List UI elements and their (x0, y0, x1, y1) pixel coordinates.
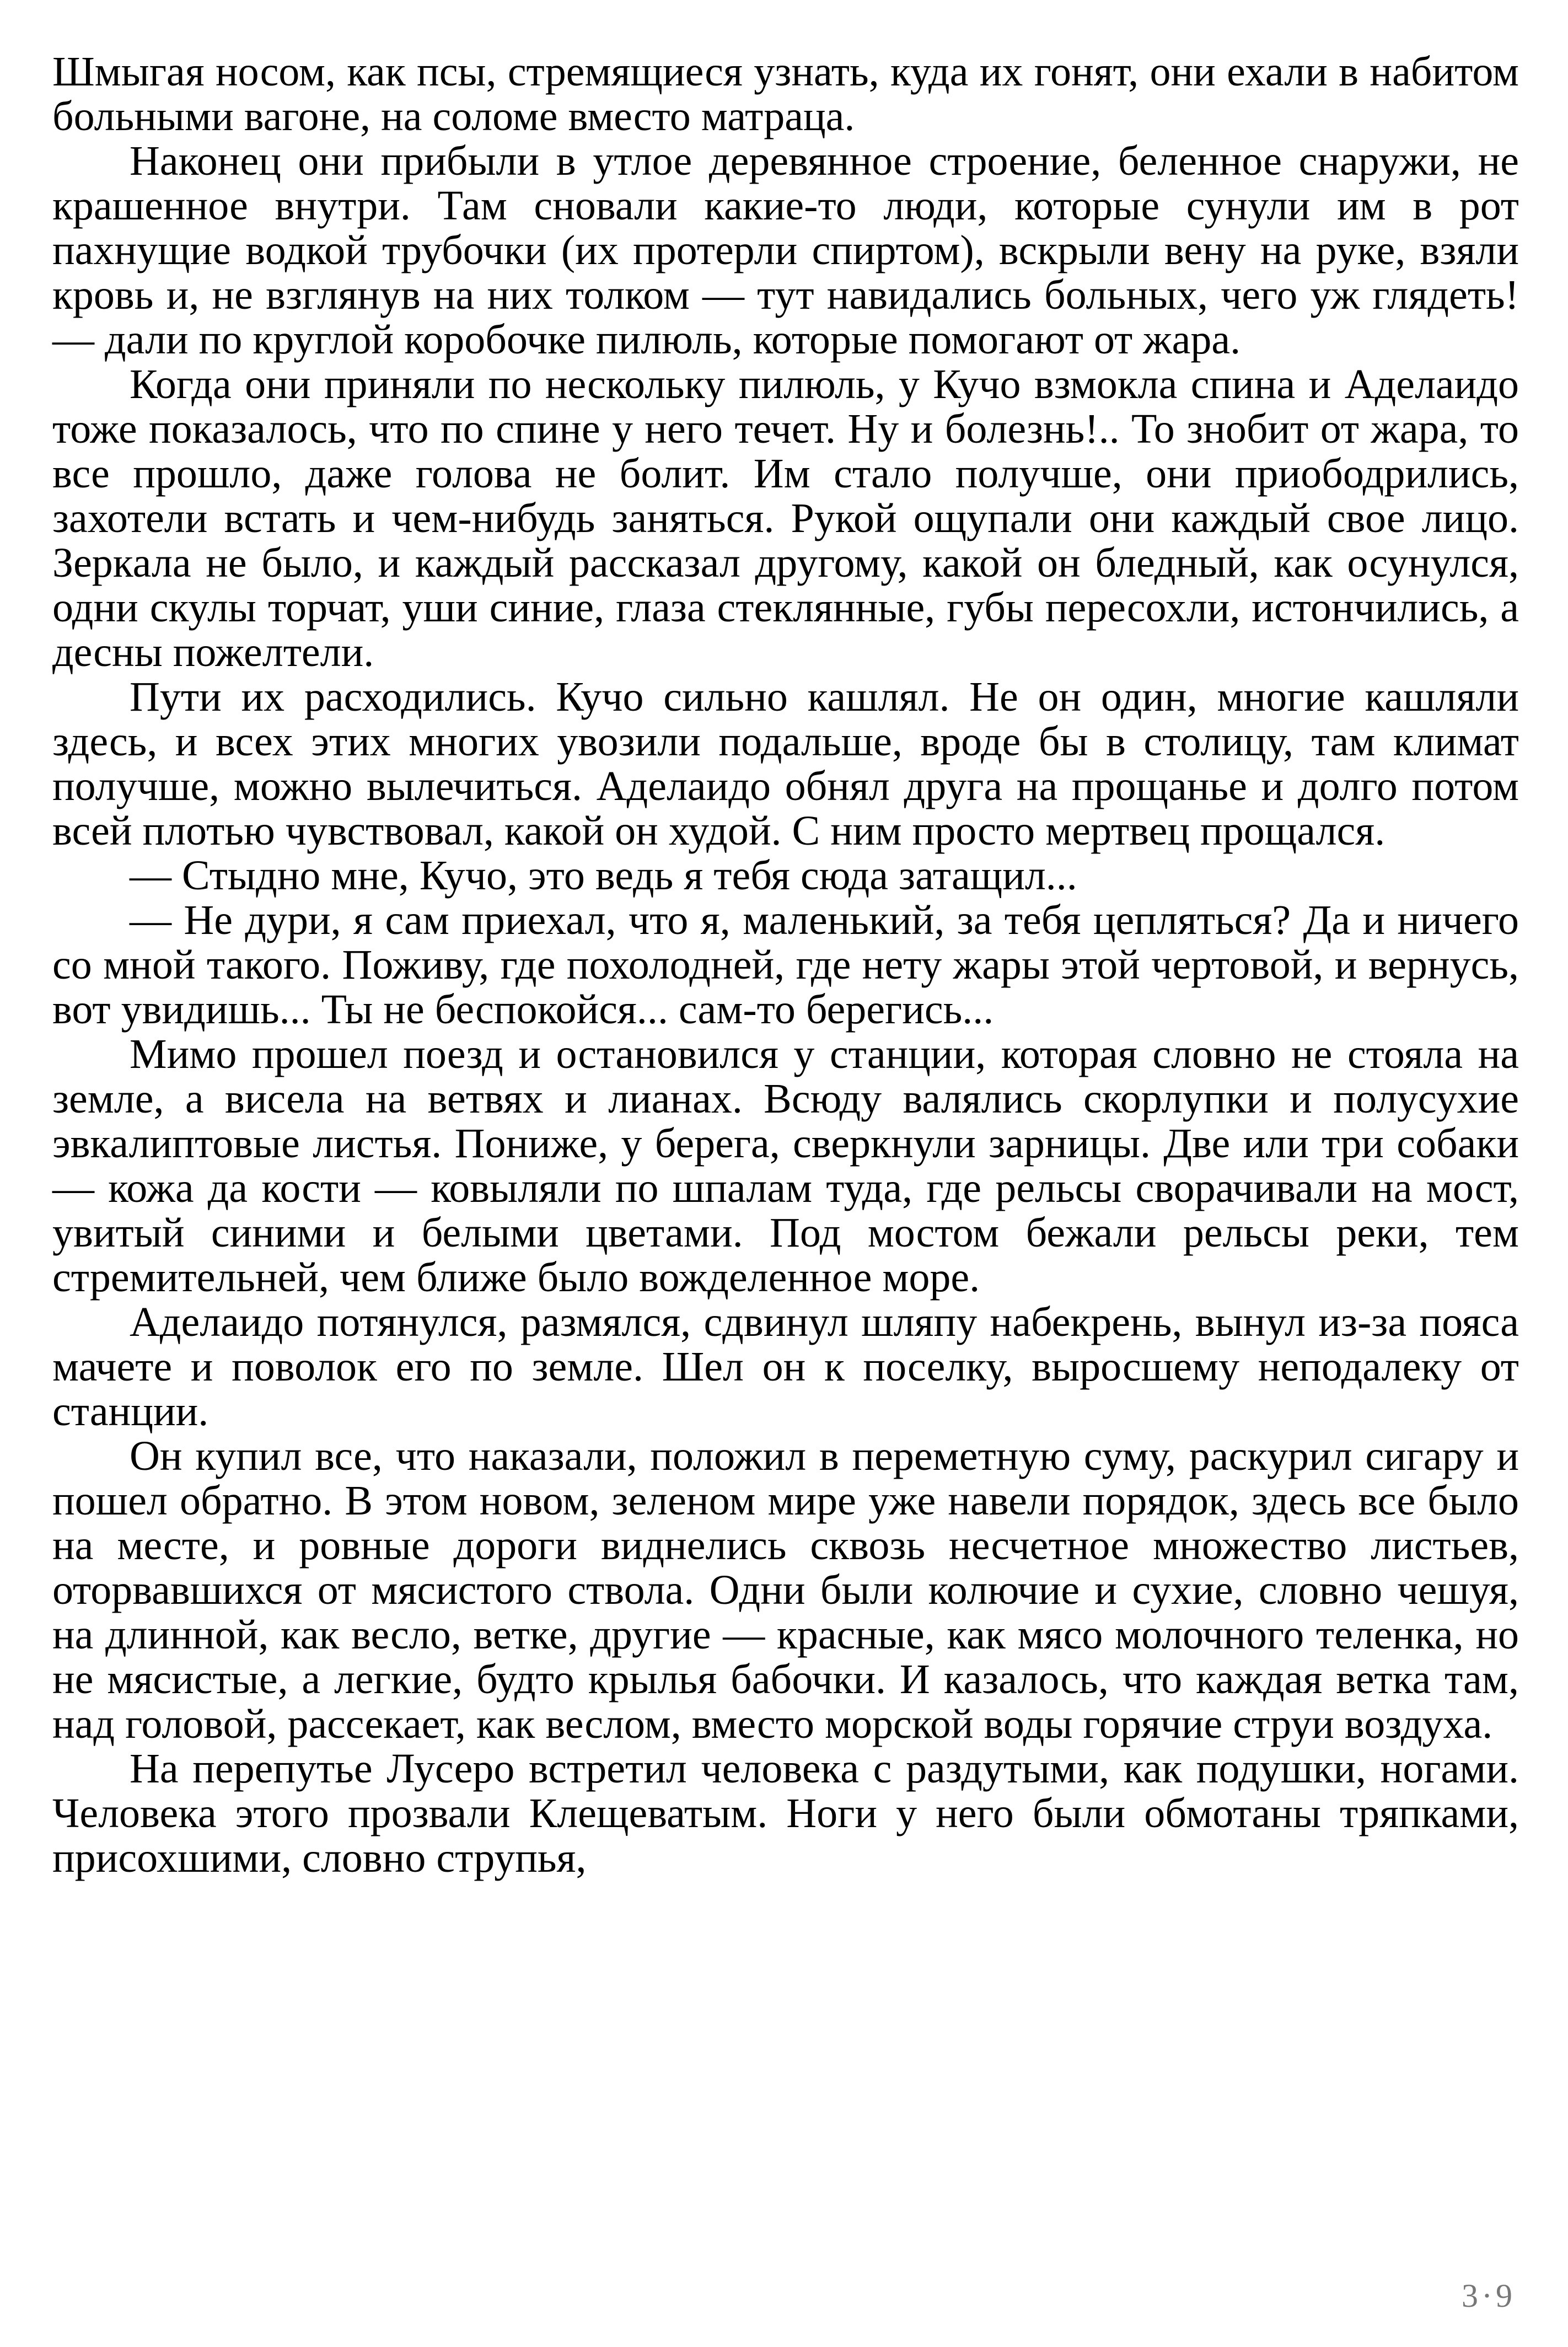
paragraph-1: Шмыгая носом, как псы, стремящиеся узнать, куда их гонят, они ехали в набитом больными вагоне, на соломе вместо матраца. (52, 49, 1519, 139)
page-number: 3·9 (1462, 2278, 1516, 2314)
paragraph-2: Наконец они прибыли в утлое деревянное строение, беленное снаружи, не крашенное внутри. Там сновали какие-то люди, которые сунули им в рот пахнущие водкой трубочки (их протерли спиртом), вскрыли вену на руке, взяли кровь и, не взглянув на них толком — тут навидались больных, чего уж глядеть! — дали по круглой коробочке пилюль, которые помогают от жара. (52, 138, 1519, 363)
paragraph-10: На перепутье Лусеро встретил человека с раздутыми, как подушки, ногами. Человека этого прозвали Клещеватым. Ноги у него были обмотаны тряпками, присохшими, словно струпья, (52, 1746, 1519, 1881)
paragraph-9: Он купил все, что наказали, положил в переметную суму, раскурил сигару и пошел обратно. В этом новом, зеленом мире уже навели порядок, здесь все было на месте, и ровные дороги виднелись сквозь несчетное множество листьев, оторвавшихся от мясистого ствола. Одни были колючие и сухие, словно чешуя, на длинной, как весло, ветке, другие — красные, как мясо молочного теленка, но не мясистые, а легкие, будто крылья бабочки. И казалось, что каждая ветка там, над головой, рассекает, как веслом, вместо морской воды горячие струи воздуха. (52, 1433, 1519, 1747)
book-page-text (52, 50, 1519, 1881)
paragraph-8: Аделаидо потянулся, размялся, сдвинул шляпу набекрень, вынул из-за пояса мачете и поволок его по земле. Шел он к поселку, выросшему неподалеку от станции. (52, 1299, 1519, 1435)
paragraph-3: Когда они приняли по нескольку пилюль, у Кучо взмокла спина и Аделаидо тоже показалось, что по спине у него течет. Ну и болезнь!.. То знобит от жара, то все прошло, даже голова не болит. Им стало получше, они приободрились, захотели встать и чем-нибудь заняться. Рукой ощупали они каждый свое лицо. Зеркала не было, и каждый рассказал другому, какой он бледный, как осунулся, одни скулы торчат, уши синие, глаза стеклянные, губы пересохли, истончились, а десны пожелтели. (52, 361, 1519, 675)
paragraph-4: Пути их расходились. Кучо сильно кашлял. Не он один, многие кашляли здесь, и всех этих многих увозили подальше, вроде бы в столицу, там климат получше, можно вылечиться. Аделаидо обнял друга на прощанье и долго потом всей плотью чувствовал, какой он худой. С ним просто мертвец прощался. (52, 674, 1519, 854)
dialogue-line-2: — Не дури, я сам приехал, что я, маленький, за тебя цепляться? Да и ничего со мной такого. Поживу, где похолодней, где нету жары этой чертовой, и вернусь, вот увидишь... Ты не беспокойся... сам-то берегись... (52, 897, 1519, 1033)
dialogue-line-1: — Стыдно мне, Кучо, это ведь я тебя сюда затащил... (130, 852, 1077, 899)
paragraph-7: Мимо прошел поезд и остановился у станции, которая словно не стояла на земле, а висела на ветвях и лианах. Всюду валялись скорлупки и полусухие эвкалиптовые листья. Пониже, у берега, сверкнули зарницы. Две или три собаки — кожа да кости — ковыляли по шпалам туда, где рельсы сворачивали на мост, увитый синими и белыми цветами. Под мостом бежали рельсы реки, тем стремительней, чем ближе было вожделенное море. (52, 1031, 1519, 1301)
